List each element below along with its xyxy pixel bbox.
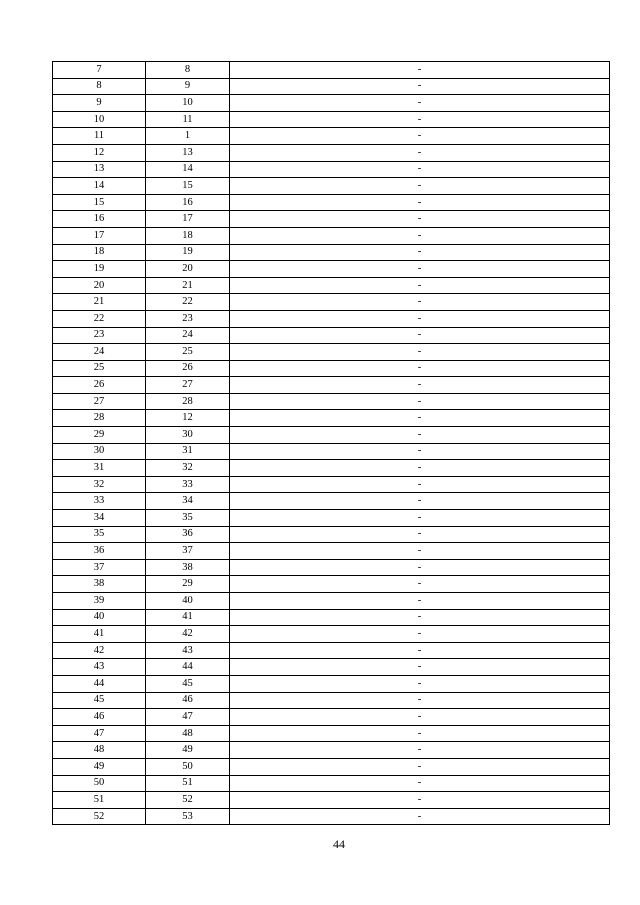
table-cell-col1: 24 (53, 344, 146, 361)
table-cell-col2: 26 (146, 360, 230, 377)
table-row (53, 626, 610, 643)
table-cell-col3: - (230, 178, 610, 195)
table-cell-col1: 43 (53, 659, 146, 676)
table-cell-col3: - (230, 211, 610, 228)
table-cell-col3: - (230, 194, 610, 211)
table-cell-col1: 30 (53, 443, 146, 460)
table-cell-col3: - (230, 244, 610, 261)
table-cell-col1: 13 (53, 161, 146, 178)
table-row (53, 775, 610, 792)
table-cell-col1: 25 (53, 360, 146, 377)
table-cell-col3: - (230, 742, 610, 759)
table-cell-col2: 32 (146, 460, 230, 477)
table-row (53, 277, 610, 294)
table-cell-col1: 7 (53, 62, 146, 79)
table-cell-col1: 40 (53, 609, 146, 626)
table-cell-col3: - (230, 626, 610, 643)
table-cell-col3: - (230, 675, 610, 692)
table-cell-col2: 43 (146, 642, 230, 659)
table-cell-col2: 35 (146, 510, 230, 527)
table-cell-col1: 34 (53, 510, 146, 527)
table-cell-col3: - (230, 377, 610, 394)
table-cell-col3: - (230, 294, 610, 311)
table-cell-col1: 31 (53, 460, 146, 477)
table-cell-col2: 31 (146, 443, 230, 460)
table-row (53, 78, 610, 95)
table-row (53, 144, 610, 161)
table-row (53, 294, 610, 311)
table-row (53, 576, 610, 593)
table-row (53, 111, 610, 128)
table-row (53, 709, 610, 726)
table-cell-col3: - (230, 443, 610, 460)
table-cell-col3: - (230, 758, 610, 775)
table-cell-col2: 24 (146, 327, 230, 344)
table-cell-col2: 15 (146, 178, 230, 195)
table-cell-col3: - (230, 128, 610, 145)
table-cell-col3: - (230, 510, 610, 527)
table-cell-col2: 10 (146, 95, 230, 112)
table-cell-col1: 33 (53, 493, 146, 510)
table-cell-col2: 50 (146, 758, 230, 775)
table-row (53, 659, 610, 676)
table-cell-col2: 53 (146, 808, 230, 825)
table-cell-col3: - (230, 543, 610, 560)
table-cell-col2: 23 (146, 310, 230, 327)
table-cell-col2: 12 (146, 410, 230, 427)
table-cell-col3: - (230, 144, 610, 161)
table-cell-col3: - (230, 393, 610, 410)
table-cell-col3: - (230, 808, 610, 825)
table-cell-col3: - (230, 410, 610, 427)
table-row (53, 227, 610, 244)
table-cell-col1: 36 (53, 543, 146, 560)
page-number: 44 (333, 837, 345, 851)
table-row (53, 393, 610, 410)
table-cell-col1: 52 (53, 808, 146, 825)
table-row (53, 244, 610, 261)
table-cell-col1: 27 (53, 393, 146, 410)
table-row (53, 476, 610, 493)
table-cell-col1: 15 (53, 194, 146, 211)
table-cell-col3: - (230, 659, 610, 676)
table-row (53, 327, 610, 344)
table-cell-col2: 21 (146, 277, 230, 294)
table-row (53, 194, 610, 211)
table-cell-col3: - (230, 95, 610, 112)
table-cell-col3: - (230, 344, 610, 361)
table-cell-col2: 42 (146, 626, 230, 643)
table-cell-col1: 10 (53, 111, 146, 128)
table-row (53, 443, 610, 460)
table-cell-col1: 44 (53, 675, 146, 692)
table-cell-col2: 8 (146, 62, 230, 79)
table-cell-col2: 44 (146, 659, 230, 676)
table-cell-col3: - (230, 111, 610, 128)
table-cell-col1: 20 (53, 277, 146, 294)
table-cell-col1: 48 (53, 742, 146, 759)
table-cell-col1: 11 (53, 128, 146, 145)
table-body (53, 62, 610, 825)
table-row (53, 642, 610, 659)
table-cell-col1: 26 (53, 377, 146, 394)
table-cell-col1: 8 (53, 78, 146, 95)
table-cell-col1: 29 (53, 427, 146, 444)
table-cell-col2: 51 (146, 775, 230, 792)
table-row (53, 377, 610, 394)
table-cell-col1: 22 (53, 310, 146, 327)
table-cell-col1: 28 (53, 410, 146, 427)
table-cell-col3: - (230, 593, 610, 610)
table-cell-col1: 41 (53, 626, 146, 643)
table-row (53, 758, 610, 775)
table-cell-col2: 16 (146, 194, 230, 211)
table-cell-col3: - (230, 227, 610, 244)
table-row (53, 742, 610, 759)
table-row (53, 593, 610, 610)
table-cell-col1: 45 (53, 692, 146, 709)
table-row (53, 692, 610, 709)
table-cell-col3: - (230, 261, 610, 278)
table-row (53, 526, 610, 543)
table-cell-col2: 46 (146, 692, 230, 709)
table-cell-col2: 49 (146, 742, 230, 759)
table-row (53, 725, 610, 742)
table-cell-col2: 38 (146, 559, 230, 576)
table-row (53, 559, 610, 576)
table-row (53, 675, 610, 692)
table-cell-col2: 33 (146, 476, 230, 493)
table-cell-col3: - (230, 476, 610, 493)
table-row (53, 128, 610, 145)
table-cell-col3: - (230, 277, 610, 294)
table-cell-col1: 9 (53, 95, 146, 112)
table-cell-col3: - (230, 526, 610, 543)
table-cell-col3: - (230, 792, 610, 809)
data-table (52, 61, 610, 825)
table-row (53, 609, 610, 626)
table-cell-col1: 17 (53, 227, 146, 244)
table-cell-col2: 27 (146, 377, 230, 394)
table-cell-col2: 17 (146, 211, 230, 228)
table-cell-col3: - (230, 427, 610, 444)
table-cell-col3: - (230, 725, 610, 742)
table-row (53, 62, 610, 79)
table-cell-col2: 36 (146, 526, 230, 543)
table-cell-col1: 16 (53, 211, 146, 228)
table-row (53, 360, 610, 377)
table-cell-col2: 13 (146, 144, 230, 161)
table-cell-col2: 11 (146, 111, 230, 128)
table-cell-col2: 22 (146, 294, 230, 311)
table-cell-col1: 35 (53, 526, 146, 543)
table-cell-col1: 39 (53, 593, 146, 610)
table-cell-col2: 19 (146, 244, 230, 261)
table-cell-col2: 41 (146, 609, 230, 626)
table-row (53, 427, 610, 444)
table-cell-col3: - (230, 642, 610, 659)
table-cell-col3: - (230, 609, 610, 626)
table-cell-col2: 30 (146, 427, 230, 444)
table-row (53, 543, 610, 560)
table-cell-col3: - (230, 692, 610, 709)
table-cell-col1: 19 (53, 261, 146, 278)
table-row (53, 460, 610, 477)
table-cell-col2: 14 (146, 161, 230, 178)
table-cell-col1: 46 (53, 709, 146, 726)
table-row (53, 510, 610, 527)
table-row (53, 344, 610, 361)
table-cell-col3: - (230, 460, 610, 477)
table-row (53, 493, 610, 510)
table-cell-col1: 32 (53, 476, 146, 493)
table-cell-col1: 38 (53, 576, 146, 593)
table-cell-col3: - (230, 493, 610, 510)
table-cell-col3: - (230, 709, 610, 726)
table-cell-col3: - (230, 62, 610, 79)
table-cell-col3: - (230, 775, 610, 792)
table-row (53, 211, 610, 228)
table-cell-col3: - (230, 78, 610, 95)
table-cell-col3: - (230, 310, 610, 327)
table-cell-col2: 28 (146, 393, 230, 410)
table-cell-col3: - (230, 161, 610, 178)
table-row (53, 261, 610, 278)
table-cell-col3: - (230, 327, 610, 344)
table-cell-col1: 50 (53, 775, 146, 792)
table-cell-col1: 49 (53, 758, 146, 775)
table-cell-col1: 23 (53, 327, 146, 344)
table-cell-col3: - (230, 559, 610, 576)
table-cell-col1: 37 (53, 559, 146, 576)
table-cell-col3: - (230, 360, 610, 377)
table-cell-col1: 42 (53, 642, 146, 659)
table-cell-col2: 25 (146, 344, 230, 361)
table-row (53, 808, 610, 825)
table-cell-col2: 29 (146, 576, 230, 593)
table-cell-col2: 40 (146, 593, 230, 610)
table-cell-col2: 34 (146, 493, 230, 510)
table-cell-col2: 18 (146, 227, 230, 244)
table-cell-col1: 14 (53, 178, 146, 195)
table-row (53, 95, 610, 112)
table-cell-col2: 9 (146, 78, 230, 95)
table-cell-col1: 18 (53, 244, 146, 261)
table-cell-col2: 47 (146, 709, 230, 726)
table-row (53, 178, 610, 195)
table-cell-col1: 21 (53, 294, 146, 311)
table-row (53, 792, 610, 809)
table-cell-col2: 1 (146, 128, 230, 145)
table-cell-col2: 45 (146, 675, 230, 692)
table-row (53, 410, 610, 427)
table-row (53, 310, 610, 327)
table-cell-col2: 52 (146, 792, 230, 809)
table-cell-col2: 37 (146, 543, 230, 560)
table-cell-col2: 20 (146, 261, 230, 278)
table-cell-col1: 12 (53, 144, 146, 161)
table-cell-col2: 48 (146, 725, 230, 742)
table-row (53, 161, 610, 178)
table-cell-col1: 51 (53, 792, 146, 809)
table-cell-col3: - (230, 576, 610, 593)
table-cell-col1: 47 (53, 725, 146, 742)
